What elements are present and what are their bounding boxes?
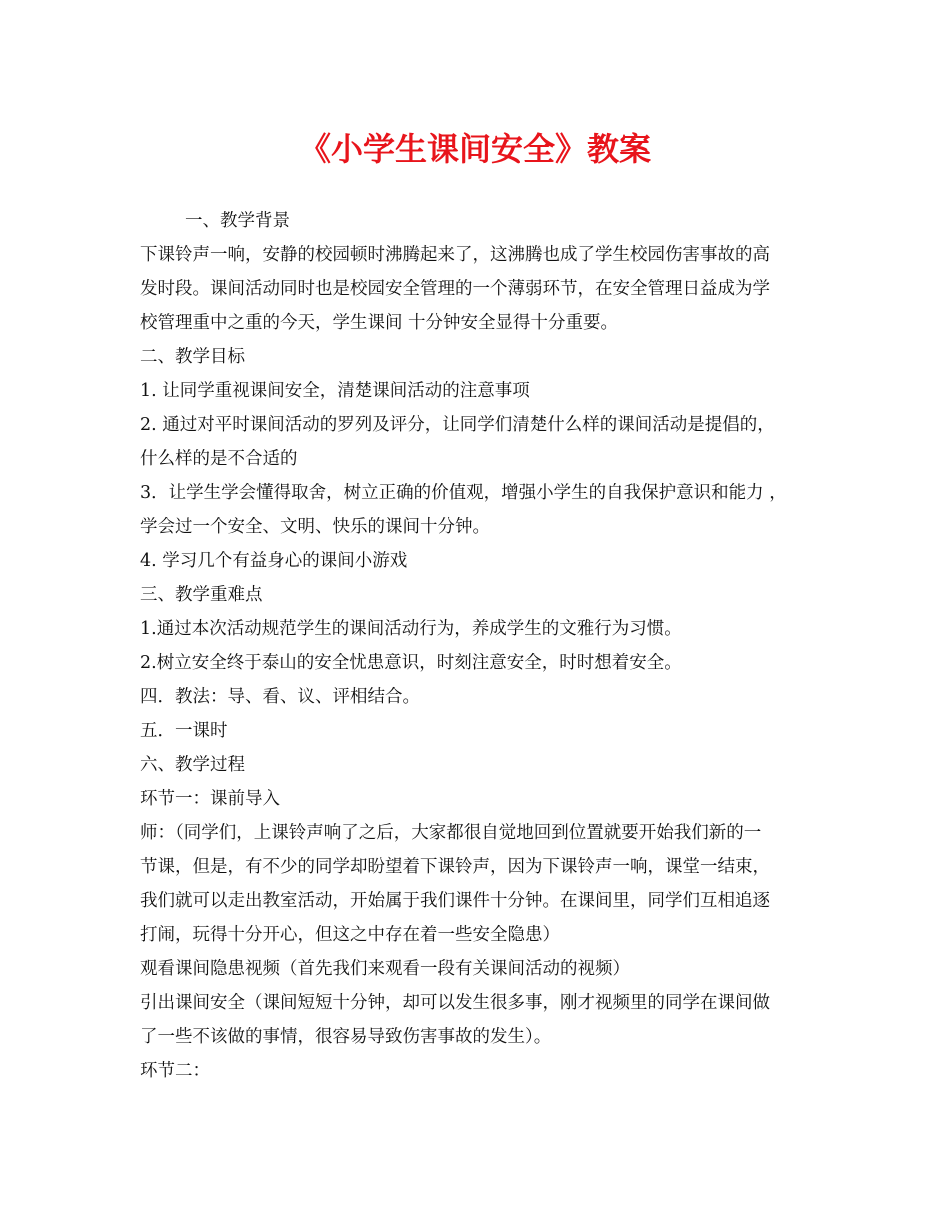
- paragraph-line: 观看课间隐患视频（首先我们来观看一段有关课间活动的视频）: [140, 959, 630, 979]
- paragraph-line: 发时段。课间活动同时也是校园安全管理的一个薄弱环节，在安全管理日益成为学: [140, 279, 770, 299]
- section-heading-background: 一、教学背景: [185, 211, 290, 231]
- document-title: 《小学生课间安全》教案: [298, 130, 651, 168]
- step-heading: 环节一：课前导入: [140, 789, 280, 809]
- section-heading-objectives: 二、教学目标: [140, 347, 245, 367]
- list-item: 1. 让同学重视课间安全，清楚课间活动的注意事项: [140, 381, 530, 401]
- list-item-continuation: 什么样的是不合适的: [140, 449, 298, 469]
- list-item: 4. 学习几个有益身心的课间小游戏: [140, 551, 408, 571]
- paragraph-line: 打闹，玩得十分开心，但这之中存在着一些安全隐患）: [140, 925, 560, 945]
- list-item-continuation: 学会过一个安全、文明、快乐的课间十分钟。: [140, 517, 490, 537]
- paragraph-line: 节课，但是，有不少的同学却盼望着下课铃声，因为下课铃声一响，课堂一结束，: [140, 857, 770, 877]
- list-item: 2. 通过对平时课间活动的罗列及评分，让同学们清楚什么样的课间活动是提倡的，: [140, 415, 775, 435]
- paragraph-line: 校管理重中之重的今天，学生课间 十分钟安全显得十分重要。: [140, 313, 619, 333]
- document-body: [140, 204, 820, 1088]
- paragraph-line: 下课铃声一响，安静的校园顿时沸腾起来了，这沸腾也成了学生校园伤害事故的高: [140, 245, 770, 265]
- paragraph-line: 了一些不该做的事情，很容易导致伤害事故的发生）。: [140, 1027, 552, 1047]
- step-heading: 环节二：: [140, 1061, 210, 1081]
- section-heading-process: 六、教学过程: [140, 755, 245, 775]
- paragraph-line: 我们就可以走出教室活动，开始属于我们课件十分钟。在课间里，同学们互相追逐: [140, 891, 770, 911]
- section-heading-key-points: 三、教学重难点: [140, 585, 263, 605]
- section-heading-duration: 五．一课时: [140, 721, 228, 741]
- list-item: 1.通过本次活动规范学生的课间活动行为，养成学生的文雅行为习惯。: [140, 619, 682, 639]
- paragraph-line: 引出课间安全（课间短短十分钟，却可以发生很多事，刚才视频里的同学在课间做: [140, 993, 770, 1013]
- paragraph-line: 师：（同学们，上课铃声响了之后，大家都很自觉地回到位置就要开始我们新的一: [140, 823, 762, 843]
- list-item: 3．让学生学会懂得取舍，树立正确的价值观，增强小学生的自我保护意识和能力 ，: [140, 483, 787, 503]
- list-item: 2.树立安全终于泰山的安全忧患意识，时刻注意安全，时时想着安全。: [140, 653, 682, 673]
- section-heading-methods: 四．教法：导、看、议、评相结合。: [140, 687, 420, 707]
